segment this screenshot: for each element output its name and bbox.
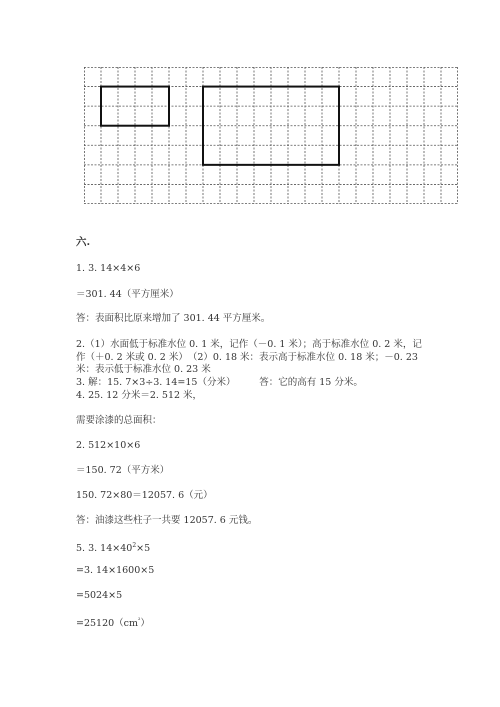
answer-5-result (76, 615, 150, 630)
answer-3: 3. 解：15. 7×3÷3. 14=15（分米） 答：它的高有 15 分米。 (76, 377, 363, 388)
answer-5-expression-text: 5. 3. 14×40 (76, 543, 133, 554)
answer-1-result: ＝301. 44（平方厘米） (76, 289, 179, 300)
answer-4-expression: 2. 512×10×6 (76, 440, 141, 451)
grid-svg (84, 67, 458, 204)
answer-4-conclusion: 答：油漆这些柱子一共要 12057. 6 元钱。 (76, 515, 258, 526)
answer-5-step-2: =5024×5 (76, 590, 123, 601)
answer-5-result-sup: ² (138, 617, 141, 624)
answer-5-expression-suffix: ×5 (136, 543, 151, 554)
answer-5-result-text: =25120（cm (76, 618, 139, 629)
answer-1-conclusion: 答：表面积比原来增加了 301. 44 平方厘米。 (76, 313, 271, 324)
section-title: 六. (76, 236, 91, 248)
answer-5-exponent: 2 (132, 542, 137, 549)
answer-4-cost: 150. 72×80＝12057. 6（元） (76, 490, 213, 501)
answer-5-result-close: ） (140, 618, 150, 629)
answer-4-area: ＝150. 72（平方米） (76, 465, 170, 476)
answer-2-line-2: 作（＋0. 2 米或 0. 2 米） （2）0. 18 米：表示高于标准水位 0. 18 米；－0. 23 (76, 352, 418, 363)
answer-1-expression: 1. 3. 14×4×6 (76, 263, 141, 274)
answer-4-label: 需要涂漆的总面积： (76, 415, 162, 426)
answer-5-expression (76, 540, 150, 555)
answer-2-line-1: 2.（1）水面低于标准水位 0. 1 米，记作（－0. 1 米）；高于标准水位 0. 2 米，记 (76, 339, 422, 350)
grid-figure (84, 67, 458, 204)
answer-5-step-1: =3. 14×1600×5 (76, 565, 155, 576)
answer-2-line-3: 米：表示低于标准水位 0. 23 米 (76, 364, 211, 375)
answer-4-conversion: 4. 25. 12 分米＝2. 512 米， (76, 390, 203, 401)
